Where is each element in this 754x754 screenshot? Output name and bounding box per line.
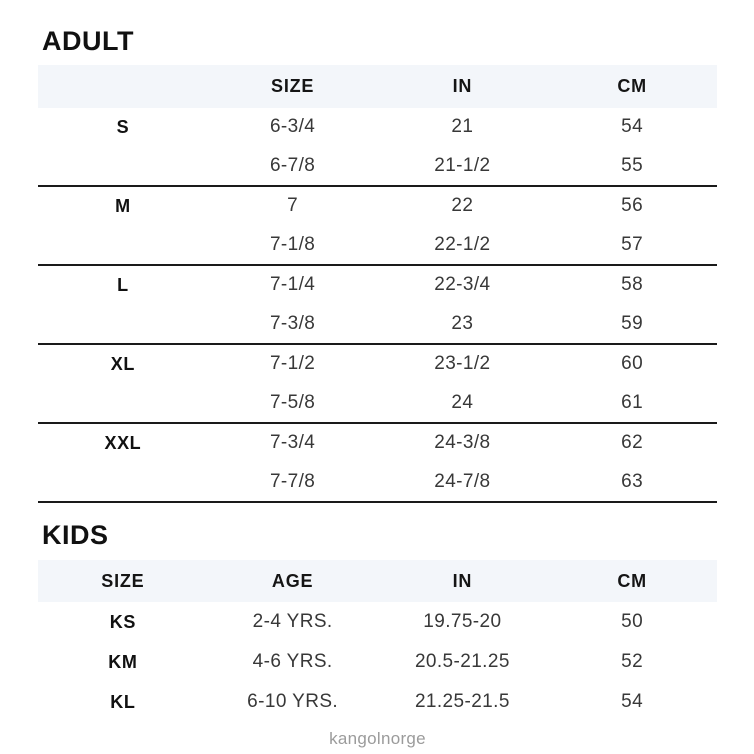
cm-cell: 62 (621, 432, 644, 454)
adult-section-title: ADULT (42, 26, 134, 56)
table-row (38, 108, 717, 147)
age-cell: 2-4 YRS. (252, 611, 333, 632)
size-category-cell: XL (110, 353, 135, 374)
table-row (38, 187, 717, 226)
size-category-cell: M (115, 195, 131, 216)
hat-size-cell: 7-5/8 (269, 391, 316, 413)
adult-size-group-m (38, 187, 717, 266)
cm-cell: 63 (621, 470, 644, 492)
hat-size-cell: 6-7/8 (269, 154, 316, 176)
table-row (38, 463, 717, 502)
inches-cell: 24 (451, 391, 474, 413)
size-category-cell: KS (109, 611, 136, 632)
cm-cell: 54 (621, 116, 644, 138)
kids-header-size: SIZE (101, 570, 145, 591)
kids-header-age: AGE (271, 570, 314, 591)
cm-cell: 55 (621, 154, 644, 176)
hat-size-cell: 7-3/8 (269, 312, 316, 334)
adult-header-size: SIZE (271, 76, 315, 96)
table-row (38, 424, 717, 463)
cm-cell: 58 (621, 274, 644, 296)
hat-size-cell: 6-3/4 (269, 116, 316, 138)
size-category-cell: S (116, 116, 130, 137)
size-category-cell: KL (110, 691, 136, 712)
hat-size-cell: 7-1/4 (269, 274, 316, 296)
table-row (38, 147, 717, 186)
size-category-cell: L (117, 274, 129, 295)
cm-cell: 59 (621, 312, 644, 334)
cm-cell: 54 (621, 691, 644, 712)
adult-size-group-l (38, 266, 717, 345)
kids-size-table (38, 560, 717, 722)
table-row (38, 226, 717, 265)
adult-size-group-s (38, 108, 717, 187)
kids-header-in: IN (452, 570, 473, 591)
age-cell: 4-6 YRS. (252, 651, 333, 672)
adult-size-group-xl (38, 345, 717, 424)
inches-cell: 22-3/4 (434, 274, 491, 296)
age-cell: 6-10 YRS. (247, 691, 339, 712)
cm-cell: 57 (621, 233, 644, 255)
cm-cell: 60 (621, 353, 644, 375)
kids-header-cm: CM (617, 570, 647, 591)
cm-cell: 56 (621, 195, 644, 217)
cm-cell: 50 (621, 611, 644, 632)
inches-cell: 24-3/8 (434, 432, 491, 454)
table-row (38, 682, 717, 722)
table-row (38, 305, 717, 344)
cm-cell: 52 (621, 651, 644, 672)
size-category-cell: KM (108, 651, 138, 672)
hat-size-cell: 7-1/8 (269, 233, 316, 255)
table-row (38, 266, 717, 305)
inches-cell: 24-7/8 (434, 470, 491, 492)
table-row (38, 384, 717, 423)
table-row (38, 642, 717, 682)
hat-size-cell: 7-3/4 (269, 432, 316, 454)
kids-table-header-row (38, 560, 717, 602)
brand-watermark: kangolnorge (329, 729, 426, 748)
adult-header-cm: CM (617, 76, 647, 96)
table-row (38, 345, 717, 384)
adult-table-header-row (38, 65, 717, 108)
hat-size-cell: 7-1/2 (269, 353, 316, 375)
kids-section-title: KIDS (42, 520, 109, 550)
inches-cell: 22-1/2 (434, 233, 491, 255)
cm-cell: 61 (621, 391, 644, 413)
inches-cell: 21.25-21.5 (414, 691, 510, 712)
inches-cell: 22 (451, 195, 474, 217)
size-category-cell: XXL (104, 432, 142, 453)
hat-size-cell: 7 (287, 195, 299, 217)
table-row (38, 602, 717, 642)
hat-size-cell: 7-7/8 (269, 470, 316, 492)
inches-cell: 21-1/2 (434, 154, 491, 176)
inches-cell: 23-1/2 (434, 353, 491, 375)
adult-header-in: IN (452, 76, 473, 96)
inches-cell: 19.75-20 (423, 611, 502, 632)
inches-cell: 23 (451, 312, 474, 334)
inches-cell: 21 (451, 116, 474, 138)
adult-size-group-xxl (38, 424, 717, 503)
inches-cell: 20.5-21.25 (414, 651, 510, 672)
adult-size-table (38, 65, 717, 503)
